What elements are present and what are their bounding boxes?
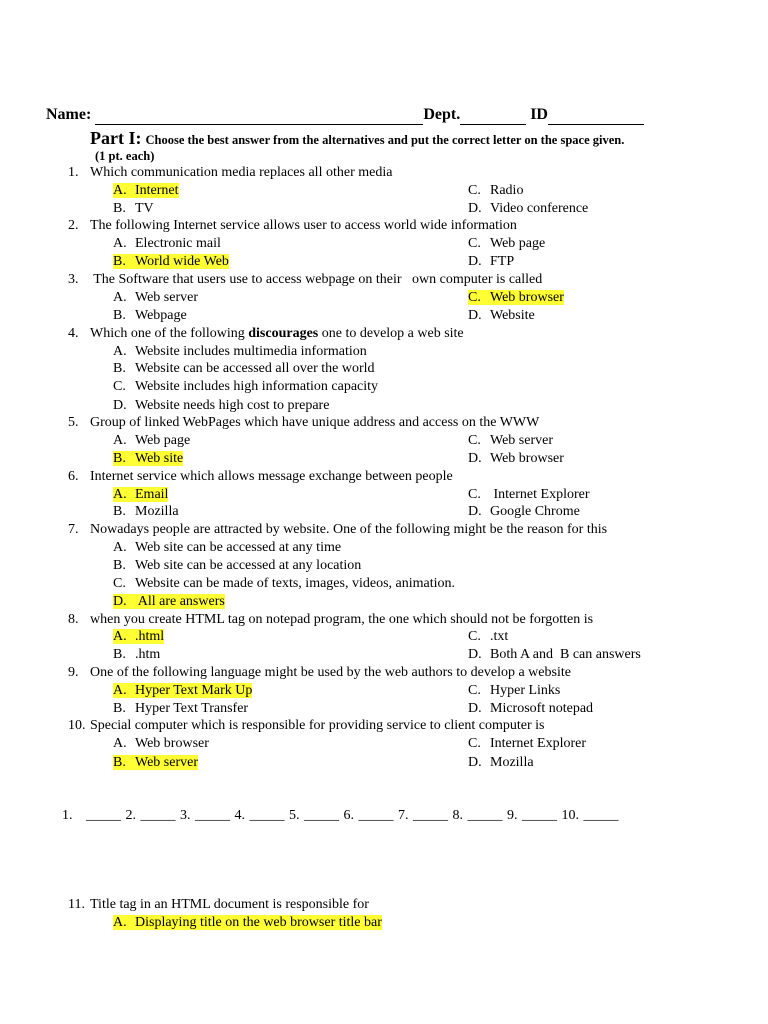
question-text: Special computer which is responsible for providing service to client computer is [90,718,545,733]
option-text: Electronic mail [135,236,221,251]
option-4b[interactable]: B. Website can be accessed all over the world [113,361,375,376]
question-text: The Software that users use to access webpage on their own computer is called [90,272,543,287]
dept-blank[interactable] [460,106,526,125]
option-4a[interactable]: A. Website includes multimedia information [113,344,367,359]
option-2c[interactable]: C. Web page [468,236,546,251]
part-instruction: Choose the best answer from the alternatives and put the correct letter on the space given. [145,133,625,147]
option-text: Website includes high information capacity [135,379,379,394]
question-4 [68,326,464,342]
option-1a[interactable]: A. Internet [113,183,179,198]
option-text: Web browser [490,290,564,305]
option-text: Mozilla [490,755,534,770]
option-text: Website [490,308,535,323]
option-3c[interactable]: C. Web browser [468,290,564,305]
name-blank[interactable] [95,106,423,125]
option-8b[interactable]: B. .htm [113,647,161,662]
question-number: 11. [68,897,85,912]
question-text-after: one to develop a web site [318,326,464,341]
question-text: Which communication media replaces all other media [90,165,393,180]
dept-label: Dept. [423,106,461,123]
option-9d[interactable]: D. Microsoft notepad [468,701,594,716]
option-3d[interactable]: D. Website [468,308,535,323]
option-text: Hyper Links [490,683,561,698]
question-3 [68,272,542,288]
option-text: Web site can be accessed at any time [135,540,342,555]
question-9 [68,665,571,681]
option-text: All are answers [135,594,225,609]
part-heading [90,128,624,149]
question-number: 2. [68,218,79,233]
option-6d[interactable]: D. Google Chrome [468,504,580,519]
question-text-bold: discourages [248,326,319,341]
question-7 [68,522,607,538]
question-6 [68,469,453,485]
option-10b[interactable]: B. Web server [113,755,199,770]
option-text: Website can be accessed all over the world [135,361,375,376]
points-note: (1 pt. each) [95,149,155,163]
option-3a[interactable]: A. Web server [113,290,199,305]
option-1c[interactable]: C. Radio [468,183,524,198]
question-number: 7. [68,522,79,537]
option-text: Hyper Text Mark Up [135,683,253,698]
option-text: Web browser [490,451,564,466]
question-text: The following Internet service allows user to access world wide information [90,218,517,233]
option-11a[interactable]: A. Displaying title on the web browser title bar [113,915,382,930]
option-5a[interactable]: A. Web page [113,433,191,448]
option-7d[interactable]: D. All are answers [113,594,225,609]
option-2d[interactable]: D. FTP [468,254,515,269]
id-label: ID [530,106,548,123]
answer-blanks[interactable]: 1. _____ 2. _____ 3. _____ 4. _____ 5. _____ 6. _____ 7. _____ 8. _____ 9. _____ 10. _____ [62,808,619,823]
option-8c[interactable]: C. .txt [468,629,509,644]
question-8 [68,612,593,628]
option-5d[interactable]: D. Web browser [468,451,564,466]
option-text: Web browser [135,736,209,751]
question-number: 5. [68,415,79,430]
option-9a[interactable]: A. Hyper Text Mark Up [113,683,253,698]
student-info-header [46,106,644,125]
option-text: Internet [135,183,179,198]
question-1 [68,165,392,181]
option-8a[interactable]: A. .html [113,629,165,644]
option-text: Displaying title on the web browser title bar [135,915,382,930]
option-text: World wide Web [135,254,229,269]
option-text: Radio [490,183,524,198]
option-7b[interactable]: B. Web site can be accessed at any location [113,558,362,573]
option-text: Internet Explorer [490,736,587,751]
question-text: Internet service which allows message exchange between people [90,469,453,484]
option-text: Web page [490,236,546,251]
option-text: Video conference [490,201,589,216]
question-text: Nowadays people are attracted by website. One of the following might be the reason for this [90,522,608,537]
option-1d[interactable]: D. Video conference [468,201,589,216]
question-text: when you create HTML tag on notepad program, the one which should not be forgotten is [90,612,594,627]
option-text: .htm [135,647,161,662]
option-8d[interactable]: D. Both A and B can answers [468,647,641,662]
option-3b[interactable]: B. Webpage [113,308,187,323]
option-4c[interactable]: C. Website includes high information capacity [113,379,379,394]
option-text: Internet Explorer [490,487,590,502]
option-text: Email [135,487,169,502]
question-10 [68,718,545,734]
option-4d[interactable]: D. Website needs high cost to prepare [113,398,330,413]
question-number: 3. [68,272,79,287]
question-text: Group of linked WebPages which have unique address and access on the WWW [90,415,540,430]
question-2 [68,218,517,234]
option-7a[interactable]: A. Web site can be accessed at any time [113,540,342,555]
question-number: 8. [68,612,79,627]
option-text: Web site can be accessed at any location [135,558,362,573]
option-5b[interactable]: B. Web site [113,451,184,466]
question-text-before: Which one of the following [90,326,249,341]
name-label: Name: [46,106,92,123]
option-10c[interactable]: C. Internet Explorer [468,736,587,751]
option-2a[interactable]: A. Electronic mail [113,236,221,251]
option-text: Mozilla [135,504,179,519]
option-text: Microsoft notepad [490,701,594,716]
option-9c[interactable]: C. Hyper Links [468,683,561,698]
option-6a[interactable]: A. Email [113,487,169,502]
option-text: Website includes multimedia information [135,344,367,359]
option-text: TV [135,201,154,216]
option-text: Both A and B can answers [490,647,641,662]
option-6c[interactable]: C. Internet Explorer [468,487,590,502]
id-blank[interactable] [548,106,644,125]
option-text: Web server [135,755,199,770]
question-number: 10. [68,718,86,733]
question-text: Title tag in an HTML document is responsible for [90,897,369,912]
part-title: Part I: [90,128,142,148]
option-text: Hyper Text Transfer [135,701,249,716]
question-text: One of the following language might be used by the web authors to develop a website [90,665,571,680]
option-7c[interactable]: C. Website can be made of texts, images, videos, animation. [113,576,456,591]
question-number: 9. [68,665,79,680]
question-11 [68,897,369,913]
option-2b[interactable]: B. World wide Web [113,254,229,269]
question-number: 1. [68,165,79,180]
option-10d[interactable]: D. Mozilla [468,755,534,770]
option-1b[interactable]: B. TV [113,201,154,216]
question-5 [68,415,539,431]
option-text: Website needs high cost to prepare [135,398,330,413]
option-text: Google Chrome [490,504,580,519]
option-text: Web server [490,433,554,448]
option-5c[interactable]: C. Web server [468,433,554,448]
option-6b[interactable]: B. Mozilla [113,504,179,519]
option-9b[interactable]: B. Hyper Text Transfer [113,701,249,716]
option-text: Web site [135,451,184,466]
option-text: .txt [490,629,509,644]
option-10a[interactable]: A. Web browser [113,736,209,751]
question-number: 6. [68,469,79,484]
option-text: Webpage [135,308,187,323]
option-text: Website can be made of texts, images, videos, animation. [135,576,456,591]
option-text: Web server [135,290,199,305]
option-text: Web page [135,433,191,448]
option-text: FTP [490,254,515,269]
option-text: .html [135,629,165,644]
question-number: 4. [68,326,79,341]
